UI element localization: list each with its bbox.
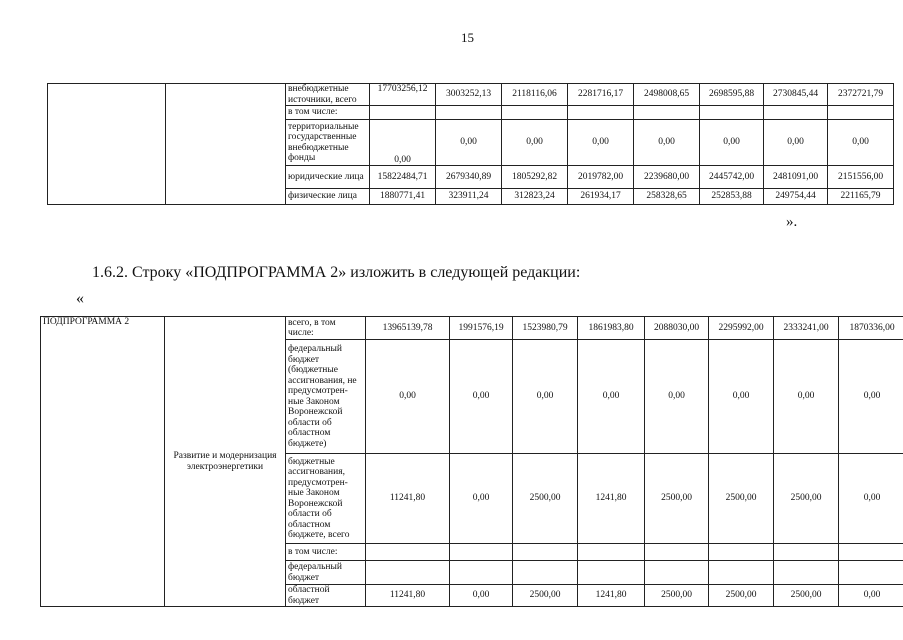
- value-cell: 2019782,00: [568, 166, 634, 189]
- row-label: юридические лица: [286, 166, 370, 189]
- value-cell: [709, 544, 774, 561]
- value-cell: 2088030,00: [645, 317, 709, 340]
- value-cell: 1241,80: [578, 454, 645, 544]
- value-cell: [578, 561, 645, 585]
- value-cell: 0,00: [450, 585, 513, 607]
- value-cell: [450, 544, 513, 561]
- value-cell: 2118116,06: [502, 84, 568, 106]
- value-cell: 15822484,71: [370, 166, 436, 189]
- program-name-cell: Развитие и модернизация электроэнергетики: [165, 317, 286, 607]
- value-cell: 261934,17: [568, 189, 634, 205]
- empty-name-cell: [166, 84, 286, 205]
- value-cell: 0,00: [700, 120, 764, 166]
- value-cell: 0,00: [774, 340, 839, 454]
- row-label: в том числе:: [286, 106, 370, 120]
- value-cell: 2679340,89: [436, 166, 502, 189]
- value-cell: 2500,00: [645, 585, 709, 607]
- value-cell: 0,00: [366, 340, 450, 454]
- value-cell: 2295992,00: [709, 317, 774, 340]
- value-cell: 1870336,00: [839, 317, 903, 340]
- value-cell: [645, 544, 709, 561]
- value-cell: 2500,00: [513, 454, 578, 544]
- continuation-table: [47, 83, 894, 205]
- value-cell: [709, 561, 774, 585]
- closing-quote: ».: [786, 214, 798, 230]
- value-cell: 0,00: [709, 340, 774, 454]
- value-cell: 2239680,00: [634, 166, 700, 189]
- value-cell: 0,00: [513, 340, 578, 454]
- value-cell: [568, 106, 634, 120]
- value-cell: 2281716,17: [568, 84, 634, 106]
- value-cell: 2498008,65: [634, 84, 700, 106]
- value-cell: 13965139,78: [366, 317, 450, 340]
- value-cell: [513, 544, 578, 561]
- value-cell: 0,00: [502, 120, 568, 166]
- value-cell: [502, 106, 568, 120]
- value-cell: 1523980,79: [513, 317, 578, 340]
- value-cell: 0,00: [634, 120, 700, 166]
- subprogram-table: [40, 316, 903, 607]
- value-cell: [366, 561, 450, 585]
- value-cell: [828, 106, 894, 120]
- value-cell: 0,00: [764, 120, 828, 166]
- value-cell: 1241,80: [578, 585, 645, 607]
- value-cell: [774, 544, 839, 561]
- value-cell: [513, 561, 578, 585]
- table-row: [41, 317, 903, 340]
- table-row: [48, 84, 894, 106]
- value-cell: 1991576,19: [450, 317, 513, 340]
- value-cell: [366, 544, 450, 561]
- value-cell: [634, 106, 700, 120]
- value-cell: [450, 561, 513, 585]
- value-cell: [370, 106, 436, 120]
- value-cell: 252853,88: [700, 189, 764, 205]
- value-cell: 221165,79: [828, 189, 894, 205]
- row-label: физические лица: [286, 189, 370, 205]
- value-cell: 0,00: [828, 120, 894, 166]
- row-label: всего, в том числе:: [286, 317, 366, 340]
- value-cell: 2481091,00: [764, 166, 828, 189]
- value-cell: 0,00: [839, 454, 903, 544]
- value-cell: 2500,00: [645, 454, 709, 544]
- value-cell: 249754,44: [764, 189, 828, 205]
- value-cell: 0,00: [839, 340, 903, 454]
- row-label: бюджетные ассигнования, предусмотрен-ные Законом Воронежской области об областном бюджете, всего: [286, 454, 366, 544]
- value-cell: 312823,24: [502, 189, 568, 205]
- empty-program-cell: [48, 84, 166, 205]
- program-cell: ПОДПРОГРАММА 2: [41, 317, 165, 607]
- value-cell: 2500,00: [709, 454, 774, 544]
- opening-quote: «: [76, 290, 84, 307]
- value-cell: 0,00: [568, 120, 634, 166]
- value-cell: 2333241,00: [774, 317, 839, 340]
- value-cell: 258328,65: [634, 189, 700, 205]
- value-cell: 0,00: [436, 120, 502, 166]
- value-cell: 2500,00: [513, 585, 578, 607]
- value-cell: 17703256,12: [370, 84, 436, 106]
- value-cell: [839, 561, 903, 585]
- row-label: областной бюджет: [286, 585, 366, 607]
- value-cell: 2730845,44: [764, 84, 828, 106]
- value-cell: [700, 106, 764, 120]
- row-label: внебюджетные источники, всего: [286, 84, 370, 106]
- value-cell: 0,00: [578, 340, 645, 454]
- row-label: в том числе:: [286, 544, 366, 561]
- value-cell: 323911,24: [436, 189, 502, 205]
- value-cell: 2500,00: [709, 585, 774, 607]
- value-cell: 2372721,79: [828, 84, 894, 106]
- value-cell: 0,00: [450, 454, 513, 544]
- value-cell: 1805292,82: [502, 166, 568, 189]
- value-cell: [645, 561, 709, 585]
- value-cell: [578, 544, 645, 561]
- value-cell: 1880771,41: [370, 189, 436, 205]
- value-cell: 3003252,13: [436, 84, 502, 106]
- value-cell: [774, 561, 839, 585]
- value-cell: 0,00: [645, 340, 709, 454]
- value-cell: 0,00: [839, 585, 903, 607]
- value-cell: 11241,80: [366, 454, 450, 544]
- value-cell: 0,00: [450, 340, 513, 454]
- value-cell: [839, 544, 903, 561]
- value-cell: 1861983,80: [578, 317, 645, 340]
- value-cell: 2698595,88: [700, 84, 764, 106]
- value-cell: 2151556,00: [828, 166, 894, 189]
- value-cell: [436, 106, 502, 120]
- instruction-text: 1.6.2. Строку «ПОДПРОГРАММА 2» изложить в следующей редакции:: [92, 264, 581, 281]
- value-cell: [764, 106, 828, 120]
- row-label: федеральный бюджет (бюджетные ассигнования, не предусмотрен-ные Законом Воронежской области об областном бюджете): [286, 340, 366, 454]
- value-cell: 2445742,00: [700, 166, 764, 189]
- value-cell: 2500,00: [774, 454, 839, 544]
- row-label: федеральный бюджет: [286, 561, 366, 585]
- value-cell: 11241,80: [366, 585, 450, 607]
- page-number: 15: [461, 30, 474, 45]
- row-label: территориальные государственные внебюджетные фонды: [286, 120, 370, 166]
- value-cell: 2500,00: [774, 585, 839, 607]
- value-cell: 0,00: [370, 120, 436, 166]
